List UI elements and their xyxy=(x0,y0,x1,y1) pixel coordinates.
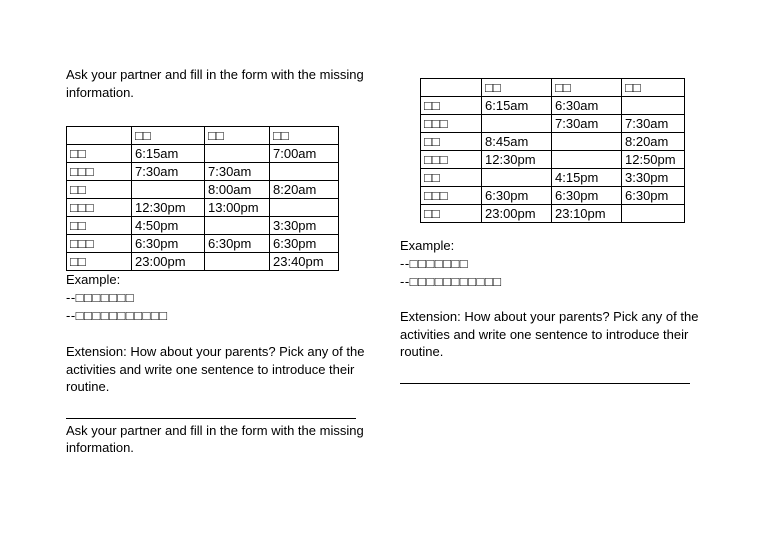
right-activity-cell: □□□ xyxy=(421,115,482,133)
left-extension: Extension: How about your parents? Pick any of the activities and write one sentence to introduce their routine. xyxy=(66,344,365,394)
right-activity-cell: □□□ xyxy=(421,187,482,205)
left-header-cell: □□ xyxy=(205,127,270,145)
left-table-header-row xyxy=(67,127,339,145)
left-time-cell: 8:20am xyxy=(270,181,339,199)
left-time-cell: 3:30pm xyxy=(270,217,339,235)
left-time-cell[interactable] xyxy=(132,181,205,199)
right-time-cell: 4:15pm xyxy=(552,169,622,187)
left-example-2: --□□□□□□□□□□□ xyxy=(66,308,168,323)
left-activity-cell: □□ xyxy=(67,181,132,199)
left-time-cell: 6:15am xyxy=(132,145,205,163)
left-time-cell: 6:30pm xyxy=(270,235,339,253)
right-example-1: --□□□□□□□ xyxy=(400,256,469,271)
right-extension: Extension: How about your parents? Pick any of the activities and write one sentence to introduce their routine. xyxy=(400,309,699,359)
right-activity-cell: □□ xyxy=(421,169,482,187)
left-worksheet xyxy=(66,66,366,457)
left-table-row xyxy=(67,217,339,235)
right-time-cell[interactable] xyxy=(482,115,552,133)
right-time-cell: 23:10pm xyxy=(552,205,622,223)
right-time-cell: 12:50pm xyxy=(622,151,685,169)
right-table-row xyxy=(421,97,685,115)
right-header-cell: □□ xyxy=(552,79,622,97)
right-table-row xyxy=(421,133,685,151)
left-time-cell[interactable] xyxy=(205,217,270,235)
right-activity-cell: □□□ xyxy=(421,151,482,169)
right-time-cell[interactable] xyxy=(622,97,685,115)
right-time-cell: 23:00pm xyxy=(482,205,552,223)
right-table-row xyxy=(421,205,685,223)
right-table-row xyxy=(421,151,685,169)
left-time-cell: 6:30pm xyxy=(205,235,270,253)
left-activity-cell: □□ xyxy=(67,145,132,163)
right-schedule-table xyxy=(420,78,685,223)
left-table-row xyxy=(67,235,339,253)
left-time-cell: 6:30pm xyxy=(132,235,205,253)
right-answer-line[interactable] xyxy=(400,383,690,384)
left-time-cell: 7:30am xyxy=(205,163,270,181)
left-time-cell[interactable] xyxy=(205,145,270,163)
right-time-cell[interactable] xyxy=(622,205,685,223)
right-activity-cell: □□ xyxy=(421,205,482,223)
right-time-cell: 7:30am xyxy=(552,115,622,133)
right-table-row xyxy=(421,115,685,133)
left-example-1: --□□□□□□□ xyxy=(66,290,135,305)
left-time-cell: 7:30am xyxy=(132,163,205,181)
right-time-cell[interactable] xyxy=(482,169,552,187)
right-header-cell xyxy=(421,79,482,97)
right-table-row xyxy=(421,187,685,205)
left-schedule-table xyxy=(66,126,339,271)
right-time-cell: 6:15am xyxy=(482,97,552,115)
right-example-2: --□□□□□□□□□□□ xyxy=(400,274,502,289)
right-worksheet xyxy=(400,78,700,384)
right-table-header-row xyxy=(421,79,685,97)
left-time-cell: 12:30pm xyxy=(132,199,205,217)
right-time-cell: 6:30pm xyxy=(552,187,622,205)
right-header-cell: □□ xyxy=(482,79,552,97)
right-time-cell: 12:30pm xyxy=(482,151,552,169)
right-time-cell: 6:30am xyxy=(552,97,622,115)
left-activity-cell: □□ xyxy=(67,253,132,271)
left-time-cell: 4:50pm xyxy=(132,217,205,235)
right-time-cell: 3:30pm xyxy=(622,169,685,187)
left-table-row xyxy=(67,163,339,181)
right-activity-cell: □□ xyxy=(421,133,482,151)
right-time-cell: 6:30pm xyxy=(622,187,685,205)
right-time-cell: 8:20am xyxy=(622,133,685,151)
right-time-cell: 7:30am xyxy=(622,115,685,133)
left-table-row xyxy=(67,145,339,163)
left-table-row xyxy=(67,253,339,271)
left-time-cell[interactable] xyxy=(205,253,270,271)
right-activity-cell: □□ xyxy=(421,97,482,115)
left-time-cell[interactable] xyxy=(270,199,339,217)
left-time-cell: 13:00pm xyxy=(205,199,270,217)
left-header-cell: □□ xyxy=(270,127,339,145)
right-header-cell: □□ xyxy=(622,79,685,97)
left-time-cell: 7:00am xyxy=(270,145,339,163)
left-instruction: Ask your partner and fill in the form with the missing information. xyxy=(66,67,364,100)
right-time-cell: 6:30pm xyxy=(482,187,552,205)
left-header-cell xyxy=(67,127,132,145)
left-table-row xyxy=(67,181,339,199)
left-answer-line[interactable] xyxy=(66,418,356,419)
left-time-cell: 8:00am xyxy=(205,181,270,199)
right-time-cell: 8:45am xyxy=(482,133,552,151)
right-time-cell[interactable] xyxy=(552,133,622,151)
left-time-cell: 23:00pm xyxy=(132,253,205,271)
left-activity-cell: □□□ xyxy=(67,163,132,181)
left-time-cell[interactable] xyxy=(270,163,339,181)
right-table-row xyxy=(421,169,685,187)
left-header-cell: □□ xyxy=(132,127,205,145)
left-instruction-repeat: Ask your partner and fill in the form with the missing information. xyxy=(66,422,364,455)
left-time-cell: 23:40pm xyxy=(270,253,339,271)
left-activity-cell: □□ xyxy=(67,217,132,235)
right-example-label: Example: xyxy=(400,238,455,253)
left-activity-cell: □□□ xyxy=(67,235,132,253)
right-time-cell[interactable] xyxy=(552,151,622,169)
left-example-label: Example: xyxy=(66,272,121,287)
left-activity-cell: □□□ xyxy=(67,199,132,217)
left-table-row xyxy=(67,199,339,217)
